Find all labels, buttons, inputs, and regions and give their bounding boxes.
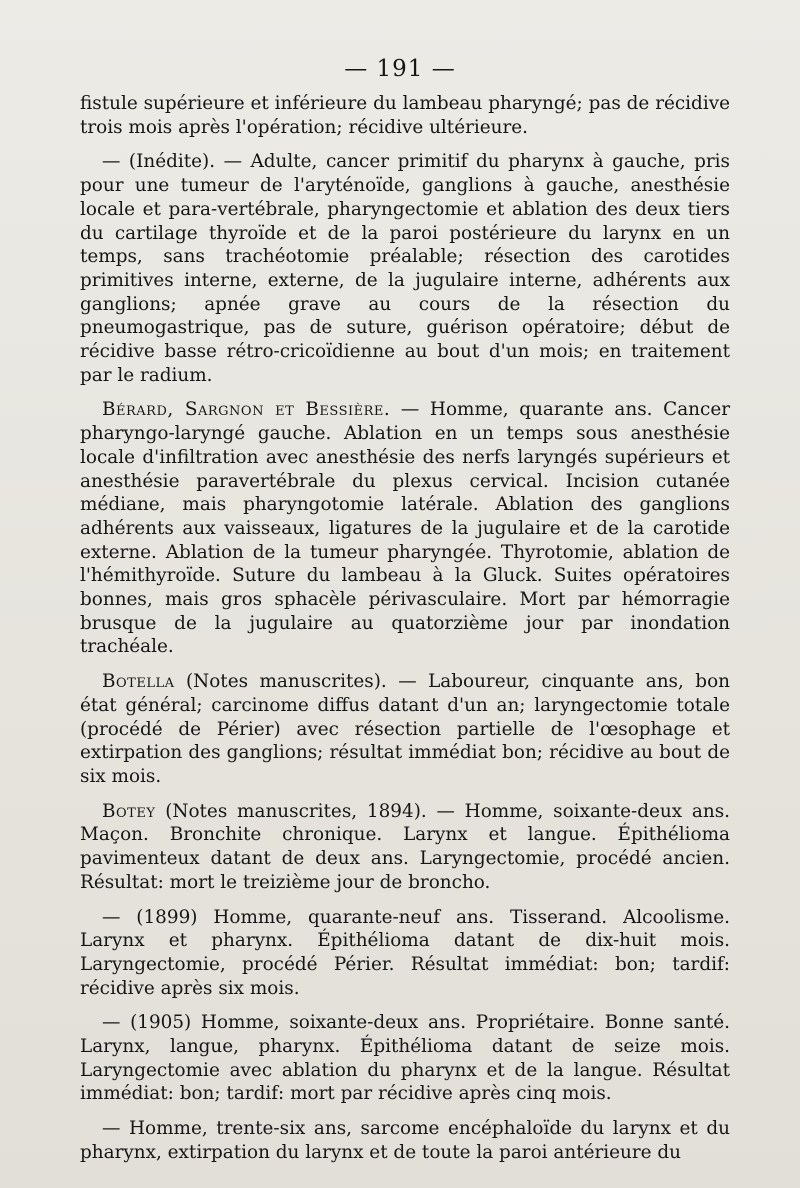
paragraph	[80, 800, 730, 895]
paragraph-text: — (Inédite). — Adulte, cancer primitif du pharynx à gauche, pris pour une tumeur de l'aryténoïde, ganglions à gauche, anesthésie locale et para-vertébrale, pharyngectomie et ablation des deux tiers du cartilage thyroïde et de la paroi postérieure du larynx en un temps, sans trachéotomie préalable; résection des carotides primitives interne, externe, de la jugulaire interne, adhérents aux ganglions; apnée grave au cours de la résection du pneumogastrique, pas de suture, guérison opératoire; début de récidive basse rétro-cricoïdienne au bout d'un mois; en traitement par le radium.	[80, 151, 730, 386]
paragraph-text: — (1899) Homme, quarante-neuf ans. Tisserand. Alcoolisme. Larynx et pharynx. Épithélioma datant de dix-huit mois. Laryngectomie, procédé Périer. Résultat immédiat: bon; tardif: récidive après six mois.	[80, 906, 730, 999]
paragraph	[80, 1117, 730, 1164]
paragraph	[80, 150, 730, 387]
author-name: Botey	[102, 800, 156, 822]
paragraph-text: — Homme, quarante ans. Cancer pharyngo-laryngé gauche. Ablation en un temps sous anesthésie locale d'infiltration avec anesthésie des nerfs laryngés supérieurs et anesthésie paravertébrale du plexus cervical. Incision cutanée médiane, mais pharyngotomie latérale. Ablation des ganglions adhérents aux vaisseaux, ligatures de la jugulaire et de la carotide externe. Ablation de la tumeur pharyngée. Thyrotomie, ablation de l'hémithyroïde. Suture du lambeau à la Gluck. Suites opératoires bonnes, mais gros sphacèle périvasculaire. Mort par hémorragie brusque de la jugulaire au quatorzième jour par inondation trachéale.	[80, 399, 730, 658]
paragraph	[80, 1011, 730, 1106]
author-name: Botella	[102, 671, 175, 693]
paragraph	[80, 670, 730, 789]
body-text	[80, 92, 730, 1176]
paragraph-text: — (1905) Homme, soixante-deux ans. Propriétaire. Bonne santé. Larynx, langue, pharynx. Épithélioma datant de seize mois. Laryngectomie avec ablation du pharynx et de la langue. Résultat immédiat: bon; tardif: mort par récidive après cinq mois.	[80, 1012, 730, 1105]
paragraph	[80, 92, 730, 139]
paragraph	[80, 906, 730, 1001]
paragraph-text: — Homme, trente-six ans, sarcome encéphaloïde du larynx et du pharynx, extirpation du larynx et de toute la paroi antérieure du	[80, 1118, 730, 1163]
paragraph	[80, 398, 730, 659]
paragraph-text: (Notes manuscrites, 1894). — Homme, soixante-deux ans. Maçon. Bronchite chronique. Larynx et langue. Épithélioma pavimenteux datant de deux ans. Laryngectomie, procédé ancien. Résultat: mort le treizième jour de broncho.	[80, 800, 730, 893]
author-name: Bérard, Sargnon et Bessière.	[102, 399, 391, 421]
paragraph-text: fistule supérieure et inférieure du lambeau pharyngé; pas de récidive trois mois après l'opération; récidive ultérieure.	[80, 93, 730, 138]
page-number: — 191 —	[344, 56, 456, 82]
paragraph-text: (Notes manuscrites). — Laboureur, cinquante ans, bon état général; carcinome diffus datant d'un an; laryngectomie totale (procédé de Périer) avec résection partielle de l'œsophage et extirpation des ganglions; résultat immédiat bon; récidive au bout de six mois.	[80, 671, 730, 787]
